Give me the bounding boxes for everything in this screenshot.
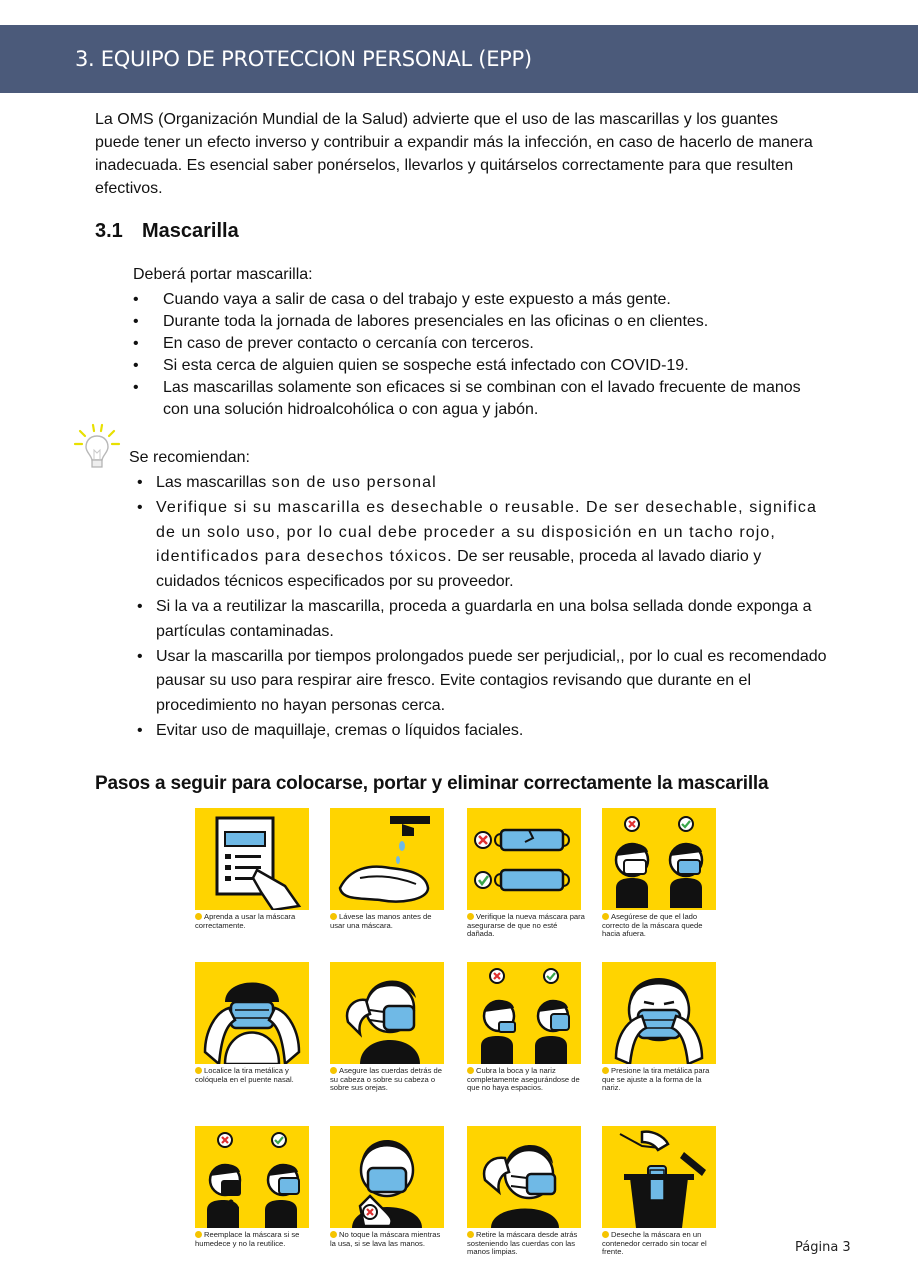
step-card bbox=[330, 962, 448, 1093]
list-item: • Usar la mascarilla por tiempos prolongados puede ser perjudicial,, por lo cual es recomendado pausar su uso para respirar aire fresco. Evite contagios revisando que durante en el procedimiento no hayan personas cerca. bbox=[137, 645, 827, 719]
list-item: • Las mascarillas solamente son eficaces si se combinan con el lavado frecuente de manos con una solución hidroalcohólica o con agua y jabón. bbox=[133, 377, 823, 421]
document-hand-icon bbox=[195, 808, 309, 910]
step-card bbox=[467, 962, 585, 1093]
steps-heading: Pasos a seguir para colocarse, portar y eliminar correctamente la mascarilla bbox=[95, 773, 769, 794]
step-card bbox=[195, 808, 313, 930]
list-item: • Si la va a reutilizar la mascarilla, proceda a guardarla en una bolsa sellada donde exponga a partículas contaminadas. bbox=[137, 595, 827, 645]
nose-strip-icon bbox=[195, 962, 309, 1064]
step-caption: Aprenda a usar la máscara correctamente. bbox=[195, 912, 296, 930]
section-number: 3.1 bbox=[95, 220, 123, 242]
step-caption: Asegure las cuerdas detrás de su cabeza o sobre su cabeza o sobre sus orejas. bbox=[330, 1066, 442, 1093]
page-title: 3. EQUIPO DE PROTECCION PERSONAL (EPP) bbox=[75, 47, 532, 71]
step-card bbox=[195, 1126, 313, 1248]
recommendations-lead: Se recomiendan: bbox=[129, 449, 250, 466]
step-caption: No toque la máscara mientras la usa, si se lava las manos. bbox=[330, 1230, 441, 1248]
step-card bbox=[330, 808, 448, 930]
dispose-bin-icon bbox=[602, 1126, 716, 1228]
step-caption: Retire la máscara desde atrás sosteniendo las cuerdas con las manos limpias. bbox=[467, 1230, 578, 1257]
remove-mask-icon bbox=[467, 1126, 581, 1228]
handwashing-icon bbox=[330, 808, 444, 910]
step-caption: Lávese las manos antes de usar una máscara. bbox=[330, 912, 432, 930]
recommendations-list bbox=[137, 471, 827, 744]
mask-side-icon bbox=[602, 808, 716, 910]
press-nose-icon bbox=[602, 962, 716, 1064]
step-card bbox=[467, 1126, 585, 1257]
step-caption: Reemplace la máscara si se humedece y no la reutilice. bbox=[195, 1230, 300, 1248]
step-card bbox=[330, 1126, 448, 1248]
intro-paragraph: La OMS (Organización Mundial de la Salud) advierte que el uso de las mascarillas y los guantes puede tener un efecto inverso y contribuir a expandir más la infección, en caso de hacerlo de manera inadecuada. Es esencial saber ponérselos, llevarlos y quitárselos correctamente para que resulten efectivos. bbox=[95, 111, 813, 197]
replace-mask-icon bbox=[195, 1126, 309, 1228]
step-caption: Cubra la boca y la nariz completamente asegurándose de que no haya espacios. bbox=[467, 1066, 580, 1093]
section-title: Mascarilla bbox=[142, 220, 239, 242]
list-item: • En caso de prever contacto o cercanía con terceros. bbox=[133, 333, 823, 355]
step-card bbox=[467, 808, 585, 939]
step-card bbox=[602, 962, 720, 1093]
step-caption: Asegúrese de que el lado correcto de la máscara quede hacia afuera. bbox=[602, 912, 703, 939]
list-item: • Las mascarillas son de uso personal bbox=[137, 471, 827, 496]
list-item: • Durante toda la jornada de labores presenciales en las oficinas o en clientes. bbox=[133, 311, 823, 333]
must-wear-list bbox=[133, 289, 823, 421]
mask-steps-infographic bbox=[195, 808, 725, 1270]
lightbulb-icon bbox=[71, 422, 123, 474]
step-caption: Localice la tira metálica y colóquela en el puente nasal. bbox=[195, 1066, 294, 1084]
step-caption: Presione la tira metálica para que se ajuste a la forma de la nariz. bbox=[602, 1066, 710, 1093]
step-caption: Deseche la máscara en un contenedor cerrado sin tocar el frente. bbox=[602, 1230, 707, 1257]
must-wear-lead: Deberá portar mascarilla: bbox=[133, 266, 313, 283]
step-caption: Verifique la nueva máscara para asegurarse de que no esté dañada. bbox=[467, 912, 585, 939]
list-item: • Si esta cerca de alguien quien se sospeche está infectado con COVID-19. bbox=[133, 355, 823, 377]
page-number: Página 3 bbox=[795, 1240, 851, 1255]
step-card bbox=[602, 808, 720, 939]
step-card bbox=[602, 1126, 720, 1257]
list-item: • Verifique si su mascarilla es desechable o reusable. De ser desechable, significa de un solo uso, por lo cual debe proceder a su disposición en un tacho rojo, identificados para desechos tóxicos. De ser reusable, proceda al lavado diario y cuidados técnicos especificados por su proveedor. bbox=[137, 496, 827, 595]
step-card bbox=[195, 962, 313, 1084]
list-item: • Evitar uso de maquillaje, cremas o líquidos faciales. bbox=[137, 719, 827, 744]
ear-loops-icon bbox=[330, 962, 444, 1064]
mask-check-icon bbox=[467, 808, 581, 910]
cover-face-icon bbox=[467, 962, 581, 1064]
section-heading bbox=[95, 220, 239, 243]
list-item: • Cuando vaya a salir de casa o del trabajo y este expuesto a más gente. bbox=[133, 289, 823, 311]
no-touch-icon bbox=[330, 1126, 444, 1228]
